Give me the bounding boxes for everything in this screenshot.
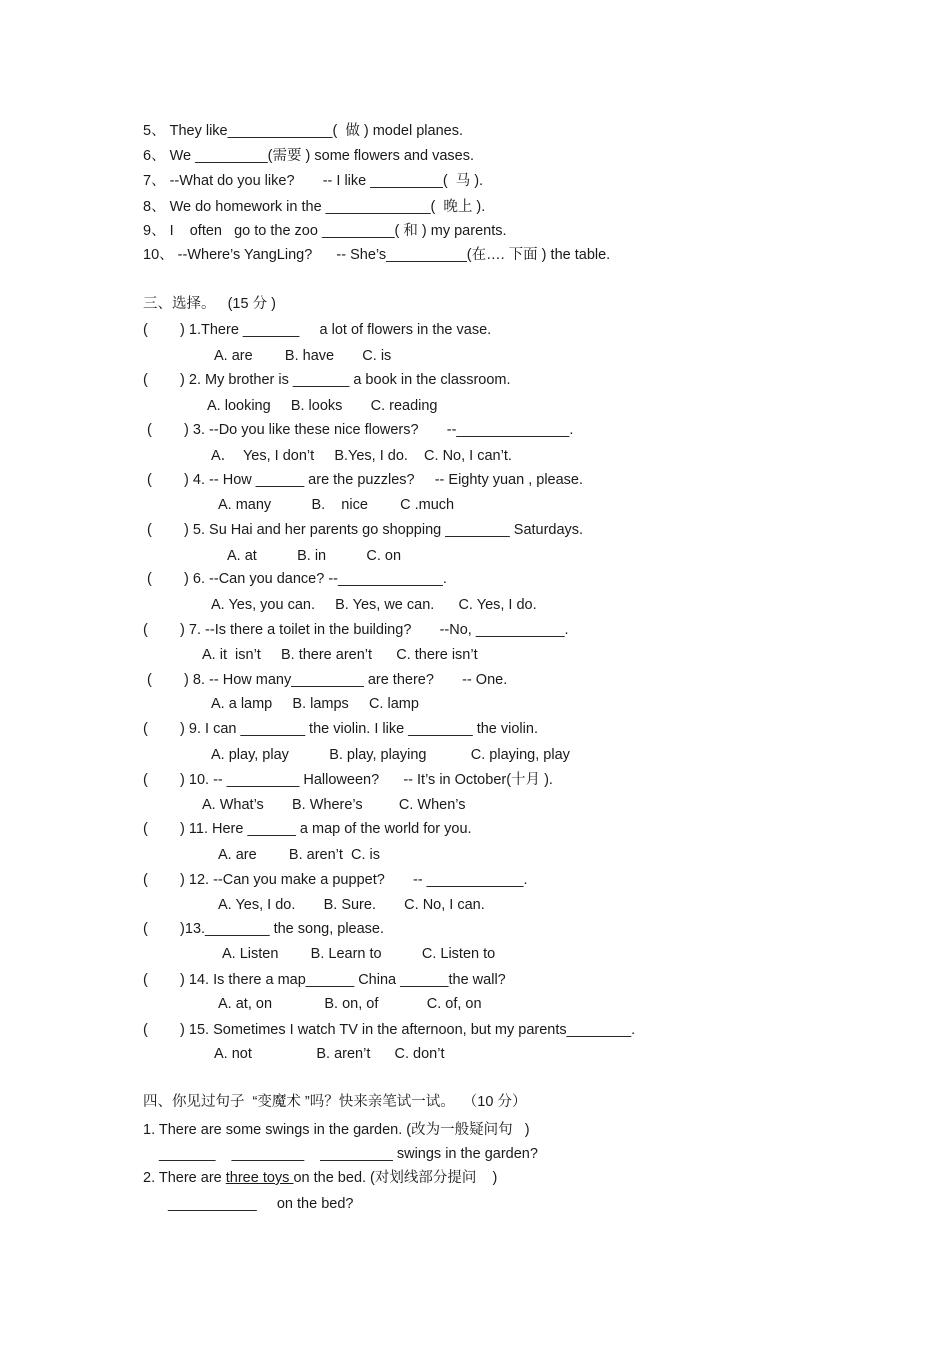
- section-title: 四、你见过句子 “变魔术 ”吗？快来亲笔试一试。 （10 分）: [143, 1094, 527, 1110]
- answer-line: ___________ on the bed?: [168, 1196, 354, 1212]
- question: ( ) 15. Sometimes I watch TV in the afternoon, but my parents________.: [143, 1022, 636, 1038]
- question: ( ) 4. -- How ______ are the puzzles? -- Eighty yuan , please.: [147, 472, 584, 488]
- options: A. play, play B. play, playing C. playing, play: [211, 747, 570, 763]
- question: ( ) 11. Here ______ a map of the world for you.: [143, 821, 472, 837]
- question: ( ) 3. --Do you like these nice flowers? --______________.: [147, 422, 574, 438]
- section-title: 三、选择。 (15 分 ): [143, 296, 276, 312]
- options: A． Yes, I don’t B.Yes, I do. C. No, I can’t.: [211, 448, 512, 464]
- options: A. Listen B. Learn to C. Listen to: [222, 946, 496, 962]
- options: A. not B. aren’t C. don’t: [214, 1046, 445, 1062]
- question: ( ) 12. --Can you make a puppet? -- ____________.: [143, 872, 528, 888]
- question: ( ) 6. --Can you dance? --_____________.: [147, 571, 447, 587]
- fill-line: 8、 We do homework in the _____________( 晚上 ).: [143, 199, 486, 215]
- options: A. looking B. looks C. reading: [207, 398, 438, 414]
- question: ( ) 1.There _______ a lot of flowers in the vase.: [143, 322, 492, 338]
- question: ( ) 8. -- How many_________ are there? -- One.: [147, 672, 508, 688]
- options: A. it isn’t B. there aren’t C. there isn’t: [202, 647, 478, 663]
- options: A. at, on B. on, of C. of, on: [218, 996, 482, 1012]
- options: A. at B. in C. on: [227, 548, 402, 564]
- question: ( ) 10. -- _________ Halloween? -- It’s in October(十月 ).: [143, 772, 553, 788]
- options: A. What’s B. Where’s C. When’s: [202, 797, 466, 813]
- question: ( ) 9. I can ________ the violin. I like ________ the violin.: [143, 721, 538, 737]
- options: A. are B. aren’t C. is: [218, 847, 380, 863]
- question: [143, 1169, 497, 1187]
- question-text: on the bed. (对划线部分提问 ): [293, 1170, 498, 1186]
- question: ( ) 5. Su Hai and her parents go shopping ________ Saturdays.: [147, 522, 584, 538]
- fill-line: 9、 I often go to the zoo _________( 和 ) my parents.: [143, 223, 507, 239]
- question: ( ) 2. My brother is _______ a book in the classroom.: [143, 372, 511, 388]
- options: A. are B. have C. is: [214, 348, 392, 364]
- question: ( ) 7. --Is there a toilet in the building? --No, ___________.: [143, 622, 569, 638]
- question: ( ) 14. Is there a map______ China ______the wall?: [143, 972, 506, 988]
- options: A. Yes, I do. B. Sure. C. No, I can.: [218, 897, 485, 913]
- options: A. Yes, you can. B. Yes, we can. C. Yes, I do.: [211, 597, 537, 613]
- question: 1. There are some swings in the garden. (改为一般疑问句 ): [143, 1122, 530, 1138]
- fill-line: 10、 --Where’s YangLing? -- She’s__________(在…. 下面 ) the table.: [143, 247, 611, 263]
- fill-line: 6、 We _________(需要 ) some flowers and vases.: [143, 148, 474, 164]
- question-text: 2. There are: [143, 1170, 226, 1186]
- question: ( )13.________ the song, please.: [143, 921, 385, 937]
- options: A. a lamp B. lamps C. lamp: [211, 696, 419, 712]
- answer-line: _______ _________ _________ swings in the garden?: [159, 1146, 538, 1162]
- options: A. many B. nice C .much: [218, 497, 455, 513]
- fill-line: 5、 They like_____________( 做 ) model planes.: [143, 123, 463, 139]
- fill-line: 7、 --What do you like? -- I like _________( 马 ).: [143, 173, 484, 189]
- underlined-phrase: three toys: [225, 1170, 294, 1186]
